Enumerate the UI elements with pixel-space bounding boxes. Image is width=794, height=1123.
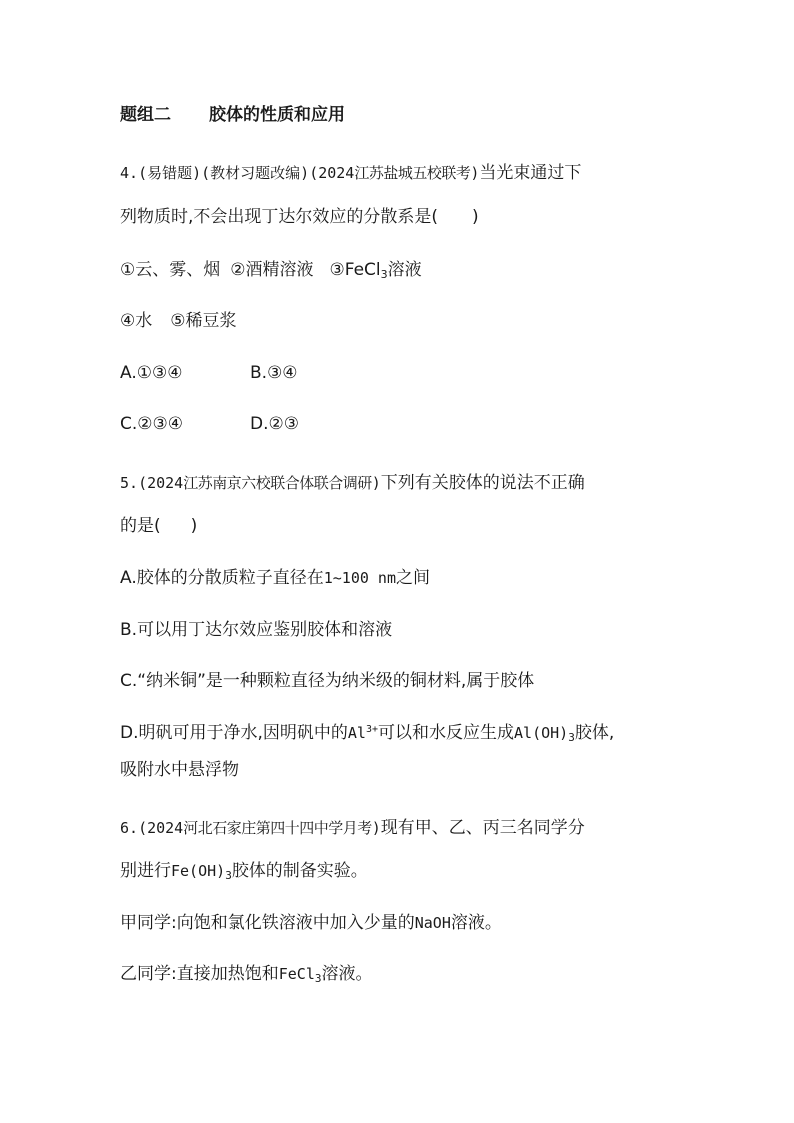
q4-line-1	[120, 163, 581, 183]
q5-option-a-text: A.胶体的分散质粒子直径在	[120, 568, 324, 588]
q6-number: 6.	[120, 819, 139, 837]
q4-options-ab	[120, 363, 298, 383]
q5-option-d-text3: 胶体,	[574, 723, 615, 743]
q5-stem-part1: 下列有关胶体的说法不正确	[380, 473, 585, 493]
q5-source-open: (2024	[138, 474, 184, 492]
q5-option-b[interactable]: B.可以用丁达尔效应鉴别胶体和溶液	[120, 620, 393, 640]
q5-option-a-tail: 之间	[395, 568, 430, 588]
q5-line-1	[120, 473, 585, 493]
q6-source-close: )	[371, 819, 381, 837]
q4-source-open: (2024	[309, 164, 355, 182]
q4-items-line-1	[120, 260, 422, 281]
section-heading	[120, 105, 345, 125]
q4-stem-part1: 当光束通过下	[479, 163, 582, 183]
q5-option-c[interactable]: C.“纳米铜”是一种颗粒直径为纳米级的铜材料,属于胶体	[120, 671, 535, 691]
q6-yi-formula: FeCl$_3$	[278, 965, 322, 985]
q6-stem-part1: 现有甲、乙、丙三名同学分	[380, 818, 585, 838]
q5-option-d[interactable]	[120, 723, 614, 744]
q6-stem-part2: 别进行	[120, 861, 171, 881]
q6-line-1	[120, 818, 585, 838]
q6-source-name: 河北石家庄第四十四中学月考	[183, 819, 372, 837]
q4-stem-close: )	[472, 207, 479, 227]
section-label: 题组二	[120, 105, 171, 125]
q6-jia-formula: NaOH	[414, 914, 451, 932]
q4-item-1: ①云、雾、烟	[120, 260, 221, 280]
q4-option-c[interactable]: C.②③④	[120, 414, 183, 434]
q4-item-3: ③FeCl$_3$溶液	[329, 260, 422, 281]
q4-stem-part2: 列物质时,不会出现丁达尔效应的分散系是(	[120, 207, 439, 227]
section-title: 胶体的性质和应用	[209, 105, 345, 125]
q6-jia-text: 甲同学:向饱和氯化铁溶液中加入少量的	[120, 913, 415, 933]
q4-number: 4.	[120, 164, 139, 182]
q5-option-d-aloh3: $Al(OH)_3$	[514, 724, 575, 744]
q4-line-2	[120, 207, 479, 227]
q5-option-d-al-ion: $Al^{3+}$	[347, 724, 379, 742]
q5-number: 5.	[120, 474, 139, 492]
q5-option-d-text1: D.明矾可用于净水,因明矾中的	[120, 723, 348, 743]
q5-option-a-range: 1~100 nm	[323, 569, 396, 587]
q4-tag-error-prone: (易错题)	[138, 164, 202, 182]
q6-yi-tail: 溶液。	[321, 964, 373, 984]
q4-item-4: ④水	[120, 311, 153, 331]
q5-option-d-text2: 可以和水反应生成	[378, 723, 515, 743]
q5-option-d-line2: 吸附水中悬浮物	[120, 760, 239, 780]
q6-source-open: (2024	[138, 819, 184, 837]
q4-option-d[interactable]: D.②③	[250, 414, 299, 434]
q6-stem-part3: 胶体的制备实验。	[231, 861, 368, 881]
q6-student-yi	[120, 964, 372, 985]
q4-source-close: )	[470, 164, 480, 182]
q4-options-cd	[120, 414, 299, 434]
q5-option-a[interactable]	[120, 568, 430, 588]
q6-yi-text: 乙同学:直接加热饱和	[120, 964, 279, 984]
q6-student-jia	[120, 913, 502, 933]
q4-option-a[interactable]: A.①③④	[120, 363, 183, 383]
q4-source-name: 江苏盐城五校联考	[354, 164, 471, 182]
q4-item-5: ⑤稀豆浆	[170, 311, 237, 331]
q4-option-b[interactable]: B.③④	[250, 363, 298, 383]
q4-items-line-2	[120, 311, 237, 331]
q5-line-2	[120, 516, 197, 536]
q4-item-2: ②酒精溶液	[230, 260, 314, 280]
q5-stem-part2: 的是(	[120, 516, 161, 536]
q6-line-2	[120, 861, 368, 882]
q6-jia-tail: 溶液。	[450, 913, 502, 933]
q5-stem-close: )	[190, 516, 198, 536]
q6-formula-feoh3: $Fe(OH)_3$	[171, 862, 232, 882]
q5-source-name: 江苏南京六校联合体联合调研	[183, 474, 372, 492]
q4-tag-textbook: (教材习题改编)	[201, 164, 310, 182]
q5-source-close: )	[371, 474, 381, 492]
